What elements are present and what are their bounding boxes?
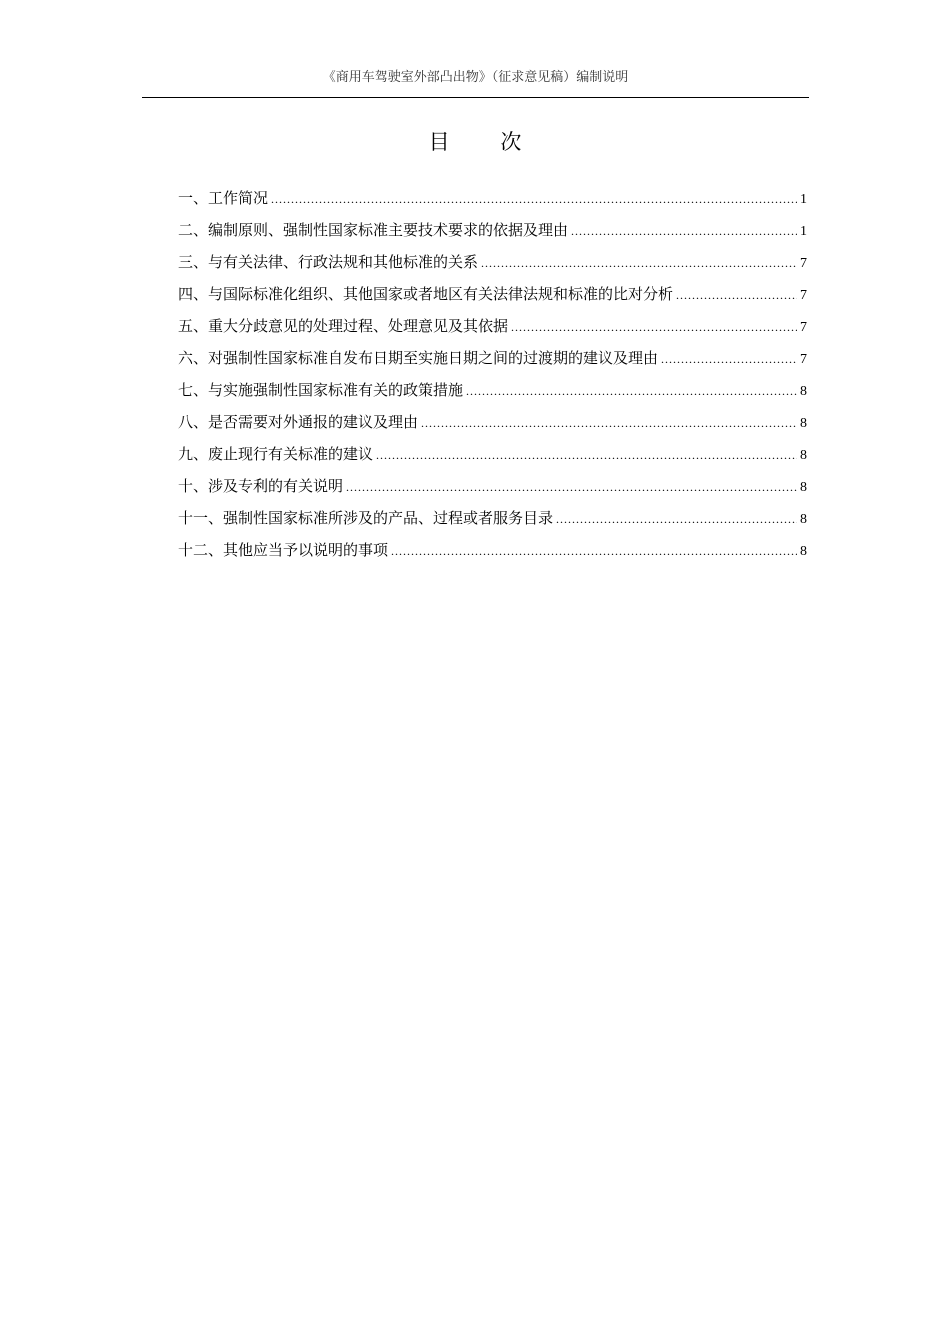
toc-entry-10[interactable] (178, 470, 807, 502)
toc-entry-1[interactable] (178, 182, 807, 214)
toc-entry-7[interactable] (178, 374, 807, 406)
toc-entry-page: 7 (800, 352, 807, 367)
toc-entry-page: 8 (800, 416, 807, 431)
toc-entry-4[interactable] (178, 278, 807, 310)
toc-entry-label: 九、废止现行有关标准的建议 (178, 445, 374, 463)
toc-entry-label: 二、编制原则、强制性国家标准主要技术要求的依据及理由 (178, 221, 569, 239)
toc-entry-12[interactable] (178, 534, 807, 566)
dot-leader (556, 503, 797, 535)
toc-entry-label: 六、对强制性国家标准自发布日期至实施日期之间的过渡期的建议及理由 (178, 349, 659, 367)
toc-entry-8[interactable] (178, 406, 807, 438)
toc-entry-label: 五、重大分歧意见的处理过程、处理意见及其依据 (178, 317, 509, 335)
toc-entry-9[interactable] (178, 438, 807, 470)
dot-leader (346, 471, 797, 503)
dot-leader (661, 343, 797, 375)
toc-entry-page: 1 (800, 192, 807, 207)
toc-entry-page: 8 (800, 448, 807, 463)
dot-leader (511, 311, 797, 343)
toc-entry-page: 8 (800, 512, 807, 527)
toc-entry-label: 十二、其他应当予以说明的事项 (178, 541, 389, 559)
toc-entry-6[interactable] (178, 342, 807, 374)
dot-leader (421, 407, 797, 439)
toc-entry-page: 7 (800, 320, 807, 335)
toc-entry-label: 十一、强制性国家标准所涉及的产品、过程或者服务目录 (178, 509, 554, 527)
toc-entry-page: 7 (800, 288, 807, 303)
toc-entry-label: 十、涉及专利的有关说明 (178, 477, 344, 495)
dot-leader (481, 247, 797, 279)
dot-leader (571, 215, 797, 247)
toc-entry-page: 8 (800, 544, 807, 559)
toc-entry-page: 7 (800, 256, 807, 271)
toc-entry-3[interactable] (178, 246, 807, 278)
toc-title: 目 次 (428, 130, 544, 154)
running-header: 《商用车驾驶室外部凸出物》（征求意见稿）编制说明 (322, 70, 629, 85)
toc-entry-label: 一、工作简况 (178, 189, 269, 207)
header-rule (142, 97, 809, 98)
toc-entry-11[interactable] (178, 502, 807, 534)
toc-entry-page: 8 (800, 384, 807, 399)
dot-leader (676, 279, 797, 311)
dot-leader (391, 535, 797, 567)
toc-list (178, 182, 807, 566)
toc-entry-label: 七、与实施强制性国家标准有关的政策措施 (178, 381, 464, 399)
toc-entry-page: 8 (800, 480, 807, 495)
toc-entry-label: 八、是否需要对外通报的建议及理由 (178, 413, 419, 431)
toc-entry-page: 1 (800, 224, 807, 239)
dot-leader (271, 183, 797, 215)
toc-entry-label: 四、与国际标准化组织、其他国家或者地区有关法律法规和标准的比对分析 (178, 285, 674, 303)
dot-leader (376, 439, 797, 471)
toc-entry-5[interactable] (178, 310, 807, 342)
toc-entry-2[interactable] (178, 214, 807, 246)
dot-leader (466, 375, 797, 407)
toc-entry-label: 三、与有关法律、行政法规和其他标准的关系 (178, 253, 479, 271)
